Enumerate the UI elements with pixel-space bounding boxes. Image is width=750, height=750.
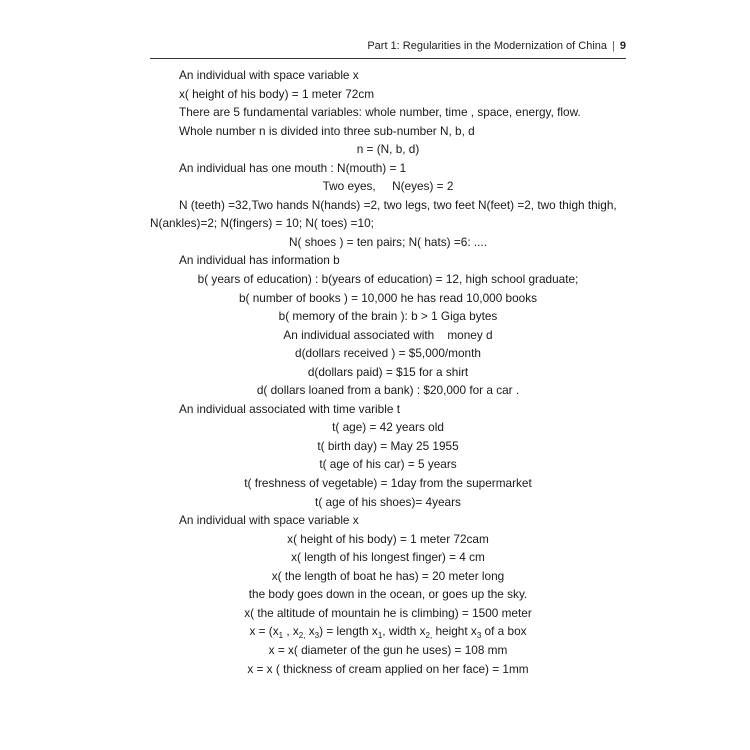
subscript: 2,: [298, 631, 306, 641]
eq-part: of a box: [481, 624, 527, 639]
text-line: t( age) = 42 years old: [332, 420, 444, 435]
text-line: An individual has one mouth : N(mouth) = 1: [179, 160, 407, 175]
vector-equation-line: [150, 622, 626, 641]
eq-part: x: [305, 624, 315, 639]
text-line: t( birth day) = May 25 1955: [317, 438, 459, 453]
text-line: Two eyes, N(eyes) = 2: [322, 179, 454, 194]
text-line: t( age of his shoes)= 4years: [315, 494, 461, 509]
text-line: b( number of books ) = 10,000 he has read 10,000 books: [238, 290, 538, 305]
body-text: [150, 66, 626, 678]
eq-part: , width x: [382, 624, 426, 639]
text-line: x( height of his body) = 1 meter 72cm: [179, 86, 375, 101]
eq-part: height x: [432, 624, 477, 639]
text-line: x( the altitude of mountain he is climbing) = 1500 meter: [244, 605, 532, 620]
text-line: An individual associated with money d: [283, 327, 493, 342]
text-line: the body goes down in the ocean, or goes up the sky.: [248, 587, 528, 602]
text-line: Whole number n is divided into three sub-number N, b, d: [179, 123, 475, 138]
header-separator: |: [612, 40, 615, 52]
paragraph-line: N (teeth) =32,Two hands N(hands) =2, two legs, two feet N(feet) =2, two thigh thigh, N(ankles)=2; N(fingers) = 10; N( toes) =10;: [150, 197, 617, 231]
text-line: d( dollars loaned from a bank) : $20,000 for a car .: [256, 383, 520, 398]
subscript: 1: [377, 631, 383, 641]
eq-part: x = (x: [249, 624, 279, 639]
running-title: Part 1: Regularities in the Modernization of China: [367, 40, 608, 52]
text-line: b( memory of the brain ): b > 1 Giga bytes: [278, 309, 498, 324]
text-line: d(dollars received ) = $5,000/month: [295, 346, 481, 361]
text-line: An individual with space variable x: [179, 513, 359, 528]
subscript: 3: [314, 631, 320, 641]
text-line: x = x( diameter of the gun he uses) = 108 mm: [268, 642, 508, 657]
text-line: x = x ( thickness of cream applied on her face) = 1mm: [247, 661, 529, 676]
text-line: An individual associated with time varible t: [179, 401, 400, 416]
eq-part: ) = length x: [319, 624, 378, 639]
header-text: [367, 40, 626, 52]
subscript: 1: [278, 631, 284, 641]
text-line: x( height of his body) = 1 meter 72cam: [287, 531, 489, 546]
text-line: x( the length of boat he has) = 20 meter long: [271, 568, 505, 583]
text-line: x( length of his longest finger) = 4 cm: [291, 550, 485, 565]
text-line: t( freshness of vegetable) = 1day from the supermarket: [244, 476, 532, 491]
equation-line: n = (N, b, d): [356, 142, 420, 157]
text-line: t( age of his car) = 5 years: [319, 457, 457, 472]
text-line: b( years of education) : b(years of education) = 12, high school graduate;: [197, 272, 579, 287]
text-line: d(dollars paid) = $15 for a shirt: [307, 364, 469, 379]
text-line: An individual with space variable x: [179, 68, 359, 82]
text-line: An individual has information b: [179, 253, 340, 268]
subscript: 2,: [425, 631, 433, 641]
text-line: There are 5 fundamental variables: whole number, time , space, energy, flow.: [179, 105, 581, 120]
subscript: 3: [476, 631, 482, 641]
text-line: N( shoes ) = ten pairs; N( hats) =6: ....: [288, 234, 487, 249]
running-header: [150, 38, 626, 59]
page-number: 9: [619, 40, 626, 52]
eq-part: , x: [283, 624, 299, 639]
